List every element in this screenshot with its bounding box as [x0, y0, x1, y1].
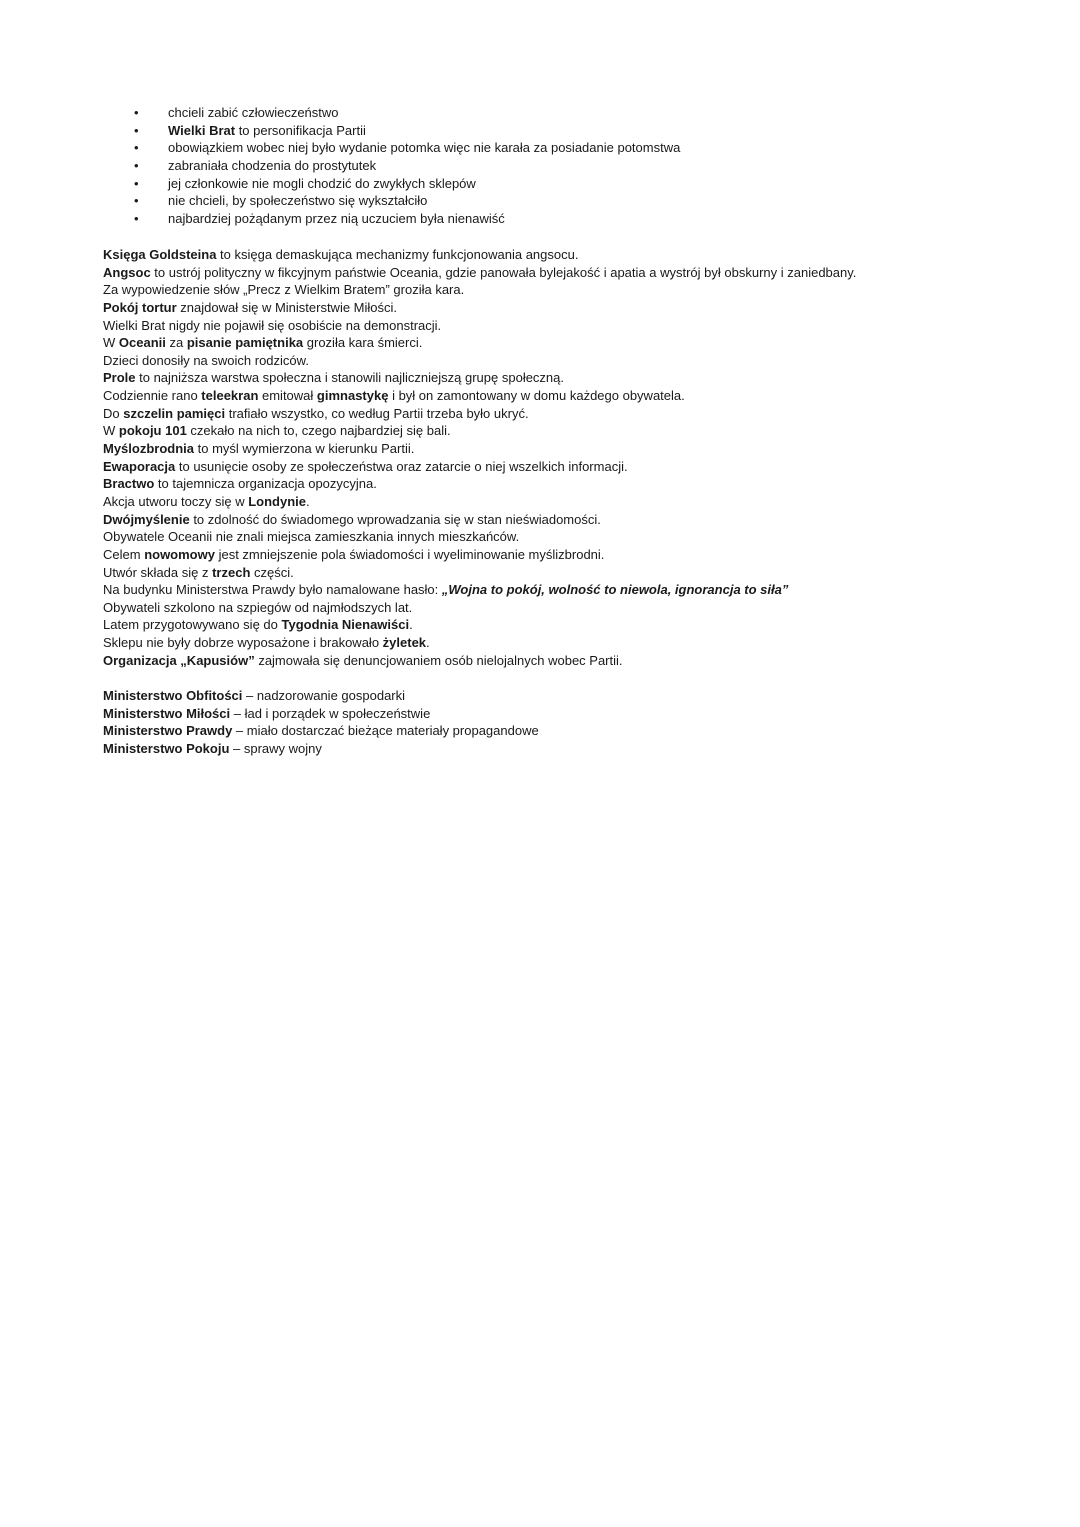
- fact-line-bold-term: pisanie pamiętnika: [186, 335, 304, 351]
- fact-line: [103, 564, 856, 582]
- fact-line-text: jest zmniejszenie pola świadomości i wyeliminowanie myślizbrodni.: [214, 546, 605, 562]
- fact-line-text: to usunięcie osoby ze społeczeństwa oraz zatarcie o niej wszelkich informacji.: [175, 458, 628, 474]
- list-item-text: nie chcieli, by społeczeństwo się wykształciło: [168, 193, 428, 209]
- ministries-section: [103, 687, 539, 758]
- list-item-text: najbardziej pożądanym przez nią uczuciem była nienawiść: [168, 211, 505, 227]
- list-item-text: to personifikacja Partii: [235, 122, 366, 138]
- fact-line-text: trafiało wszystko, co według Partii trzeba było ukryć.: [225, 405, 529, 421]
- fact-line-bold-term: żyletek: [382, 635, 427, 651]
- fact-line-text: zajmowała się denuncjowaniem osób nielojalnych wobec Partii.: [254, 652, 623, 668]
- fact-line-text: Za wypowiedzenie słów „Precz z Wielkim Bratem” groziła kara.: [103, 282, 465, 298]
- fact-line: [103, 581, 856, 599]
- fact-line-bold-term: teleekran: [201, 388, 259, 404]
- party-traits-list: [0, 104, 680, 228]
- ministry-line: [103, 740, 539, 758]
- list-item: [0, 175, 680, 193]
- fact-line-bold-term: Tygodnia Nienawiści: [281, 617, 410, 633]
- fact-line: [103, 299, 856, 317]
- fact-line-text: czekało na nich to, czego najbardziej się bali.: [186, 423, 451, 439]
- fact-line: [103, 493, 856, 511]
- list-item: [0, 104, 680, 122]
- fact-line-text: części.: [250, 564, 294, 580]
- fact-line-text: .: [306, 493, 310, 509]
- list-item-text: jej członkowie nie mogli chodzić do zwykłych sklepów: [168, 175, 476, 191]
- fact-line-bold-term: Prole: [103, 370, 136, 386]
- facts-section: [103, 246, 856, 669]
- fact-line: [103, 405, 856, 423]
- fact-line-bold-term: Organizacja „Kapusiów”: [103, 652, 255, 668]
- bullet-icon: •: [134, 158, 139, 174]
- fact-line-text: Codziennie rano: [103, 388, 202, 404]
- fact-line-bold-term: pokoju 101: [118, 423, 187, 439]
- list-item: [0, 122, 680, 140]
- fact-line-bold-term: Angsoc: [103, 264, 151, 280]
- fact-line-text: Celem: [103, 546, 145, 562]
- bullet-icon: •: [134, 105, 139, 120]
- fact-line-text: to myśl wymierzona w kierunku Partii.: [194, 441, 415, 457]
- fact-line-text: Obywatele Oceanii nie znali miejsca zamieszkania innych mieszkańców.: [103, 529, 520, 545]
- list-item: [0, 139, 680, 157]
- fact-line-bold-term: gimnastykę: [316, 388, 389, 404]
- fact-line: [103, 652, 856, 670]
- fact-line-text: Na budynku Ministerstwa Prawdy było namalowane hasło:: [103, 582, 442, 598]
- fact-line: [103, 546, 856, 564]
- fact-line: [103, 281, 856, 299]
- fact-line-text: Latem przygotowywano się do: [103, 617, 282, 633]
- fact-line-text: Wielki Brat nigdy nie pojawił się osobiście na demonstracji.: [103, 317, 442, 333]
- ministry-line-text: – sprawy wojny: [229, 740, 322, 756]
- fact-line: [103, 264, 856, 282]
- list-item: [0, 157, 680, 175]
- fact-line-bold-term: szczelin pamięci: [123, 405, 226, 421]
- fact-line-bold-term: Dwójmyślenie: [103, 511, 190, 527]
- ministry-line: [103, 705, 539, 723]
- fact-line: [103, 634, 856, 652]
- fact-line: [103, 317, 856, 335]
- list-item-bold-term: Wielki Brat: [168, 122, 236, 138]
- fact-line-text: groziła kara śmierci.: [303, 335, 423, 351]
- fact-line-text: Akcja utworu toczy się w: [103, 493, 249, 509]
- fact-line-text: to tajemnicza organizacja opozycyjna.: [154, 476, 377, 492]
- list-item-text: zabraniała chodzenia do prostytutek: [168, 158, 377, 174]
- ministry-line: [103, 722, 539, 740]
- fact-line-text: za: [165, 335, 187, 351]
- fact-line: [103, 369, 856, 387]
- list-item-text: obowiązkiem wobec niej było wydanie potomka więc nie karała za posiadanie potomstwa: [168, 140, 681, 156]
- fact-line: [103, 528, 856, 546]
- fact-line: [103, 334, 856, 352]
- fact-line-slogan: „Wojna to pokój, wolność to niewola, ignorancja to siła”: [441, 582, 789, 598]
- fact-line: [103, 599, 856, 617]
- fact-line: [103, 352, 856, 370]
- fact-line-bold-term: Księga Goldsteina: [103, 247, 217, 262]
- fact-line: [103, 422, 856, 440]
- ministry-line-bold-term: Ministerstwo Obfitości: [103, 688, 243, 703]
- fact-line-text: .: [426, 635, 430, 651]
- fact-line-text: Sklepu nie były dobrze wyposażone i brakowało: [103, 635, 383, 651]
- fact-line-text: to księga demaskująca mechanizmy funkcjonowania angsocu.: [216, 247, 579, 262]
- ministry-line-text: – ład i porządek w społeczeństwie: [230, 705, 431, 721]
- bullet-icon: •: [134, 193, 139, 209]
- fact-line-text: Dzieci donosiły na swoich rodziców.: [103, 352, 309, 368]
- bullet-icon: •: [134, 122, 139, 138]
- bullet-icon: •: [134, 175, 139, 191]
- fact-line-text: W: [103, 423, 119, 439]
- fact-line-bold-term: Myślozbrodnia: [103, 441, 195, 457]
- fact-line: [103, 458, 856, 476]
- fact-line-text: Utwór składa się z: [103, 564, 213, 580]
- fact-line-bold-term: Bractwo: [103, 476, 155, 492]
- fact-line-text: znajdował się w Ministerstwie Miłości.: [176, 299, 398, 315]
- fact-line: [103, 511, 856, 529]
- fact-line-text: to ustrój polityczny w fikcyjnym państwie Oceania, gdzie panowała bylejakość i apatia a wystrój był obskurny i zaniedbany.: [150, 264, 857, 280]
- fact-line-bold-term: Ewaporacja: [103, 458, 176, 474]
- fact-line: [103, 440, 856, 458]
- ministry-line-bold-term: Ministerstwo Miłości: [103, 705, 231, 721]
- fact-line-text: i był on zamontowany w domu każdego obywatela.: [388, 388, 685, 404]
- list-item-text: chcieli zabić człowieczeństwo: [168, 105, 339, 120]
- list-item: [0, 210, 680, 228]
- fact-line-bold-term: Oceanii: [118, 335, 166, 351]
- fact-line-text: Do: [103, 405, 124, 421]
- fact-line-bold-term: Pokój tortur: [103, 299, 177, 315]
- fact-line: [103, 616, 856, 634]
- fact-line-text: W: [103, 335, 119, 351]
- fact-line-text: to zdolność do świadomego wprowadzania się w stan nieświadomości.: [189, 511, 601, 527]
- fact-line-bold-term: trzech: [212, 564, 251, 580]
- fact-line-text: emitował: [258, 388, 317, 404]
- ministry-line: [103, 687, 539, 705]
- ministry-line-bold-term: Ministerstwo Prawdy: [103, 723, 233, 739]
- ministry-line-bold-term: Ministerstwo Pokoju: [103, 740, 230, 756]
- fact-line-bold-term: Londynie: [248, 493, 306, 509]
- fact-line-bold-term: nowomowy: [144, 546, 215, 562]
- fact-line: [103, 475, 856, 493]
- fact-line: [103, 246, 856, 264]
- ministry-line-text: – nadzorowanie gospodarki: [242, 688, 406, 703]
- fact-line-text: Obywateli szkolono na szpiegów od najmłodszych lat.: [103, 599, 413, 615]
- fact-line: [103, 387, 856, 405]
- bullet-icon: •: [134, 140, 139, 156]
- fact-line-text: to najniższa warstwa społeczna i stanowili najliczniejszą grupę społeczną.: [135, 370, 565, 386]
- bullet-icon: •: [134, 211, 139, 227]
- ministry-line-text: – miało dostarczać bieżące materiały propagandowe: [232, 723, 539, 739]
- list-item: [0, 192, 680, 210]
- fact-line-text: .: [409, 617, 413, 633]
